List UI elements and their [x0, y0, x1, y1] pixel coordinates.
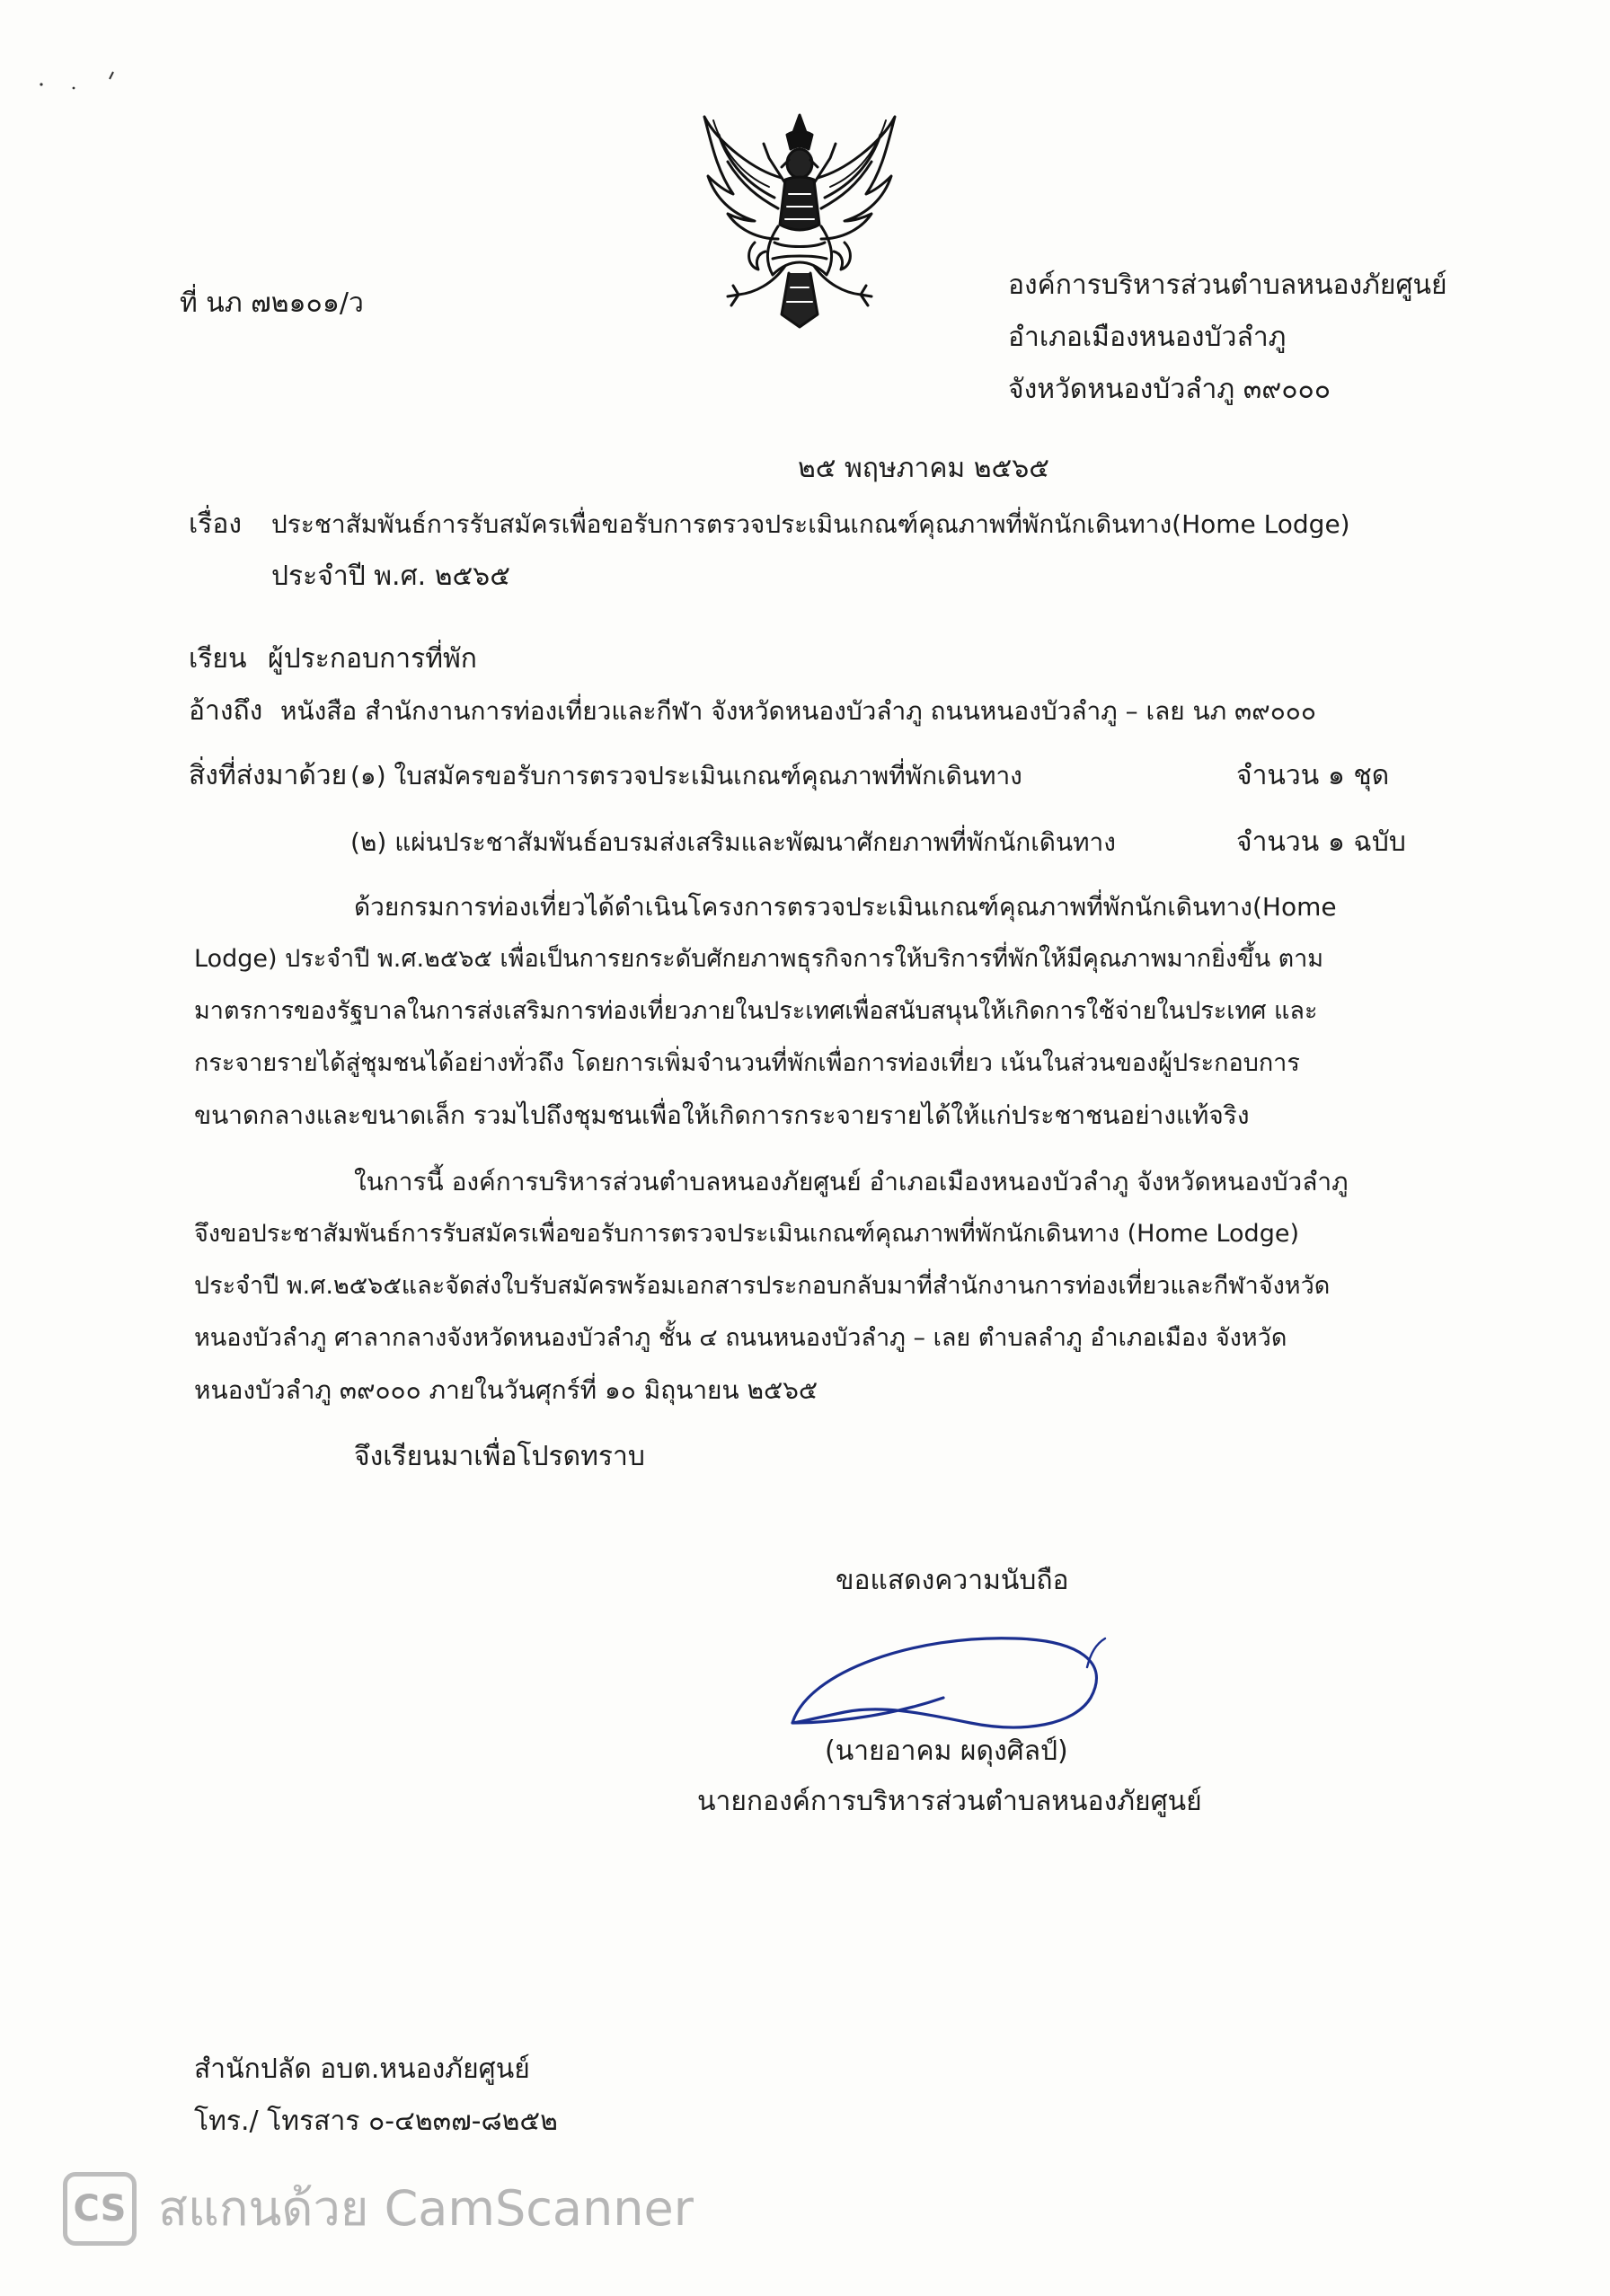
reference-label: อ้างถึง: [189, 695, 263, 727]
subject-label: เรื่อง: [189, 508, 243, 540]
letter-date: ๒๕ พฤษภาคม ๒๕๖๕: [798, 453, 1049, 484]
salutation-recipient: ผู้ประกอบการที่พัก: [268, 643, 477, 675]
body-paragraph-1-line-2: Lodge) ประจำปี พ.ศ.๒๕๖๕ เพื่อเป็นการยกระดับศักยภาพธุรกิจการให้บริการที่พักให้มีคุณภาพมากยิ่งขึ้น ตาม: [194, 945, 1324, 973]
enclosure-qty-1: จำนวน ๑ ชุด: [1236, 760, 1390, 791]
scan-specks: [27, 63, 135, 99]
enclosure-item-2: (๒) แผ่นประชาสัมพันธ์อบรมส่งเสริมและพัฒนาศักยภาพที่พักนักเดินทาง: [350, 827, 1116, 857]
footer-phone-fax: โทร./ โทรสาร ๐-๔๒๓๗-๘๒๕๒: [194, 2106, 558, 2137]
sender-district: อำเภอเมืองหนองบัวลำภู: [1008, 322, 1287, 353]
reference-number: ที่ นภ ๗๒๑๐๑/ว: [180, 287, 364, 319]
body-paragraph-2-line-4: หนองบัวลำภู ศาลากลางจังหวัดหนองบัวลำภู ชั้น ๔ ถนนหนองบัวลำภู – เลย ตำบลลำภู อำเภอเมือง จังหวัด: [194, 1324, 1287, 1352]
closing-paragraph: จึงเรียนมาเพื่อโปรดทราบ: [354, 1441, 645, 1472]
body-paragraph-1-line-3: มาตรการของรัฐบาลในการส่งเสริมการท่องเที่ยวภายในประเทศเพื่อสนับสนุนให้เกิดการใช้จ่ายในประเทศ และ: [194, 997, 1318, 1025]
body-paragraph-1-line-4: กระจายรายได้สู่ชุมชนได้อย่างทั่วถึง โดยการเพิ่มจำนวนที่พักเพื่อการท่องเที่ยว เน้นในส่วนของผู้ประกอบการ: [194, 1049, 1300, 1077]
enclosure-qty-2: จำนวน ๑ ฉบับ: [1236, 826, 1406, 858]
signer-name: (นายอาคม ผดุงศิลป์): [825, 1735, 1068, 1767]
closing-regards: ขอแสดงความนับถือ: [836, 1565, 1069, 1596]
subject-line-1: ประชาสัมพันธ์การรับสมัครเพื่อขอรับการตรวจประเมินเกณฑ์คุณภาพที่พักนักเดินทาง(Home Lodge): [271, 509, 1350, 539]
camscanner-watermark: สแกนด้วย CamScanner: [158, 2180, 694, 2237]
salutation-label: เรียน: [189, 643, 247, 675]
reference-text: หนังสือ สำนักงานการท่องเที่ยวและกีฬา จังหวัดหนองบัวลำภู ถนนหนองบัวลำภู – เลย นภ ๓๙๐๐๐: [280, 696, 1316, 726]
body-paragraph-2-line-1: ในการนี้ องค์การบริหารส่วนตำบลหนองภัยศูนย์ อำเภอเมืองหนองบัวลำภู จังหวัดหนองบัวลำภู: [354, 1167, 1349, 1197]
footer-office: สำนักปลัด อบต.หนองภัยศูนย์: [194, 2053, 530, 2085]
body-paragraph-2-line-2: จึงขอประชาสัมพันธ์การรับสมัครเพื่อขอรับการตรวจประเมินเกณฑ์คุณภาพที่พักนักเดินทาง (Home Lodge): [194, 1220, 1299, 1248]
body-paragraph-1-line-5: ขนาดกลางและขนาดเล็ก รวมไปถึงชุมชนเพื่อให้เกิดการกระจายรายได้ให้แก่ประชาชนอย่างแท้จริง: [194, 1100, 1250, 1130]
body-paragraph-2-line-3: ประจำปี พ.ศ.๒๕๖๕และจัดส่งใบรับสมัครพร้อมเอกสารประกอบกลับมาที่สำนักงานการท่องเที่ยวและกีฬาจังหวัด: [194, 1272, 1331, 1300]
sender-province: จังหวัดหนองบัวลำภู ๓๙๐๐๐: [1008, 374, 1331, 405]
enclosures-label: สิ่งที่ส่งมาด้วย: [189, 760, 348, 791]
body-paragraph-2-line-5: หนองบัวลำภู ๓๙๐๐๐ ภายในวันศุกร์ที่ ๑๐ มิถุนายน ๒๕๖๕: [194, 1375, 818, 1405]
enclosure-item-1: (๑) ใบสมัครขอรับการตรวจประเมินเกณฑ์คุณภาพที่พักเดินทาง: [350, 761, 1022, 790]
subject-line-2: ประจำปี พ.ศ. ๒๕๖๕: [271, 561, 510, 592]
body-paragraph-1-line-1: ด้วยกรมการท่องเที่ยวได้ดำเนินโครงการตรวจประเมินเกณฑ์คุณภาพที่พักนักเดินทาง(Home: [354, 892, 1337, 922]
garuda-emblem-icon: [692, 108, 907, 332]
handwritten-signature: [782, 1608, 1123, 1743]
camscanner-logo-icon: CS: [63, 2172, 137, 2246]
signer-title: นายกองค์การบริหารส่วนตำบลหนองภัยศูนย์: [697, 1786, 1202, 1817]
sender-organization: องค์การบริหารส่วนตำบลหนองภัยศูนย์: [1008, 269, 1447, 301]
